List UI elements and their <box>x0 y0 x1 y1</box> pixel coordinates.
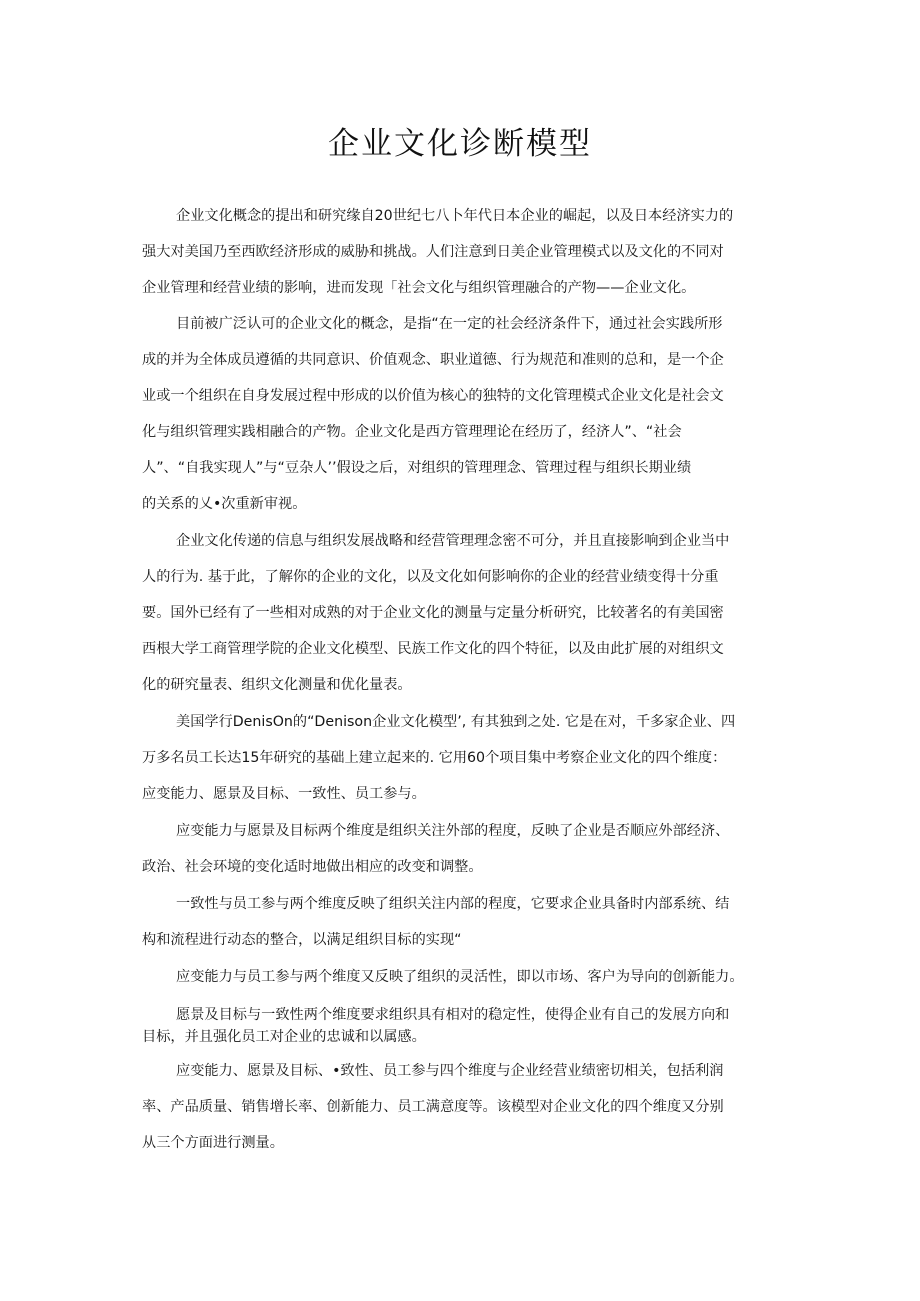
paragraph-line: 目前被广泛认可的企业文化的概念，是指“在一定的社会经济条件下，通过社会实践所形 <box>176 316 723 332</box>
paragraph-line: 人”、“自我实现人”与“豆杂人’’假设之后，对组织的管理理念、管理过程与组织长期业绩 <box>142 460 692 476</box>
paragraph-line: 西根大学工商管理学院的企业文化模型、民族工作文化的四个特征，以及由此扩展的对组织文 <box>142 641 724 657</box>
paragraph-line: 从三个方面进行测量。 <box>142 1135 284 1151</box>
paragraph-line: 企业文化传递的信息与组织发展战略和经营管理理念密不可分，并且直接影响到企业当中 <box>176 533 730 549</box>
paragraph-line: 率、产品质量、销售增长率、创新能力、员工满意度等。该模型对企业文化的四个维度又分别 <box>142 1099 724 1115</box>
paragraph-line: 强大对美国乃至西欧经济形成的威胁和挑战。人们注意到日美企业管理模式以及文化的不同对 <box>142 244 724 260</box>
paragraph-line: 应变能力、愿景及目标、•致性、员工参与四个维度与企业经营业绩密切相关，包括利润 <box>176 1063 724 1079</box>
paragraph-line: 企业文化概念的提出和研究缘自20世纪七八卜年代日本企业的崛起，以及日本经济实力的 <box>176 208 734 224</box>
paragraph-line: 万多名员工长达15年研究的基础上建立起来的. 它用60个项目集中考察企业文化的四个维度： <box>142 750 727 766</box>
paragraph-line: 应变能力与愿景及目标两个维度是组织关注外部的程度，反映了企业是否顺应外部经济、 <box>176 823 730 839</box>
paragraph-line: 美国学行DenisOn的“Denison企业文化模型’, 有其独到之处. 它是在对，千多家企业、四 <box>176 714 736 730</box>
paragraph-line: 化的研究量表、组织文化测量和优化量表。 <box>142 677 412 693</box>
paragraph-line: 化与组织管理实践相融合的产物。企业文化是西方管理理论在经历了，经济人”、“社会 <box>142 424 682 440</box>
paragraph-line: 目标，并且强化员工对企业的忠诚和以属感。 <box>142 1029 426 1045</box>
paragraph-line: 应变能力、愿景及目标、一致性、员工参与。 <box>142 786 426 802</box>
paragraph-line: 应变能力与员工参与两个维度又反映了组织的灵活性，即以市场、客户为导向的创新能力。 <box>176 969 744 985</box>
paragraph-line: 一致性与员工参与两个维度反映了组织关注内部的程度，它要求企业具备时内部系统、结 <box>176 896 730 912</box>
paragraph-line: 成的并为全体成员遵循的共同意识、价值观念、职业道德、行为规范和准则的总和，是一个企 <box>142 352 724 368</box>
paragraph-line: 政治、社会环境的变化适时地做出相应的改变和调整。 <box>142 859 483 875</box>
paragraph-line: 的关系的乂•次重新审视。 <box>142 496 307 512</box>
paragraph-line: 要。国外已经有了一些相对成熟的对于企业文化的测量与定量分析研究，比较著名的有美国密 <box>142 605 724 621</box>
paragraph-line: 业或一个组织在自身发展过程中形成的以价值为核心的独特的文化管理模式企业文化是社会文 <box>142 388 724 404</box>
paragraph-line: 企业管理和经营业绩的影响，进而发现「社会文化与组织管理融合的产物——企业文化。 <box>142 280 696 296</box>
paragraph-line: 构和流程进行动态的整合，以满足组织目标的实现“ <box>142 932 462 948</box>
paragraph-line: 愿景及目标与一致性两个维度要求组织具有相对的稳定性，使得企业有自己的发展方向和 <box>176 1007 730 1023</box>
paragraph-line: 人的行为. 基于此，了解你的企业的文化，以及文化如何影响你的企业的经营业绩变得十分重 <box>142 569 719 585</box>
document-title: 企业文化诊断模型 <box>328 126 592 162</box>
